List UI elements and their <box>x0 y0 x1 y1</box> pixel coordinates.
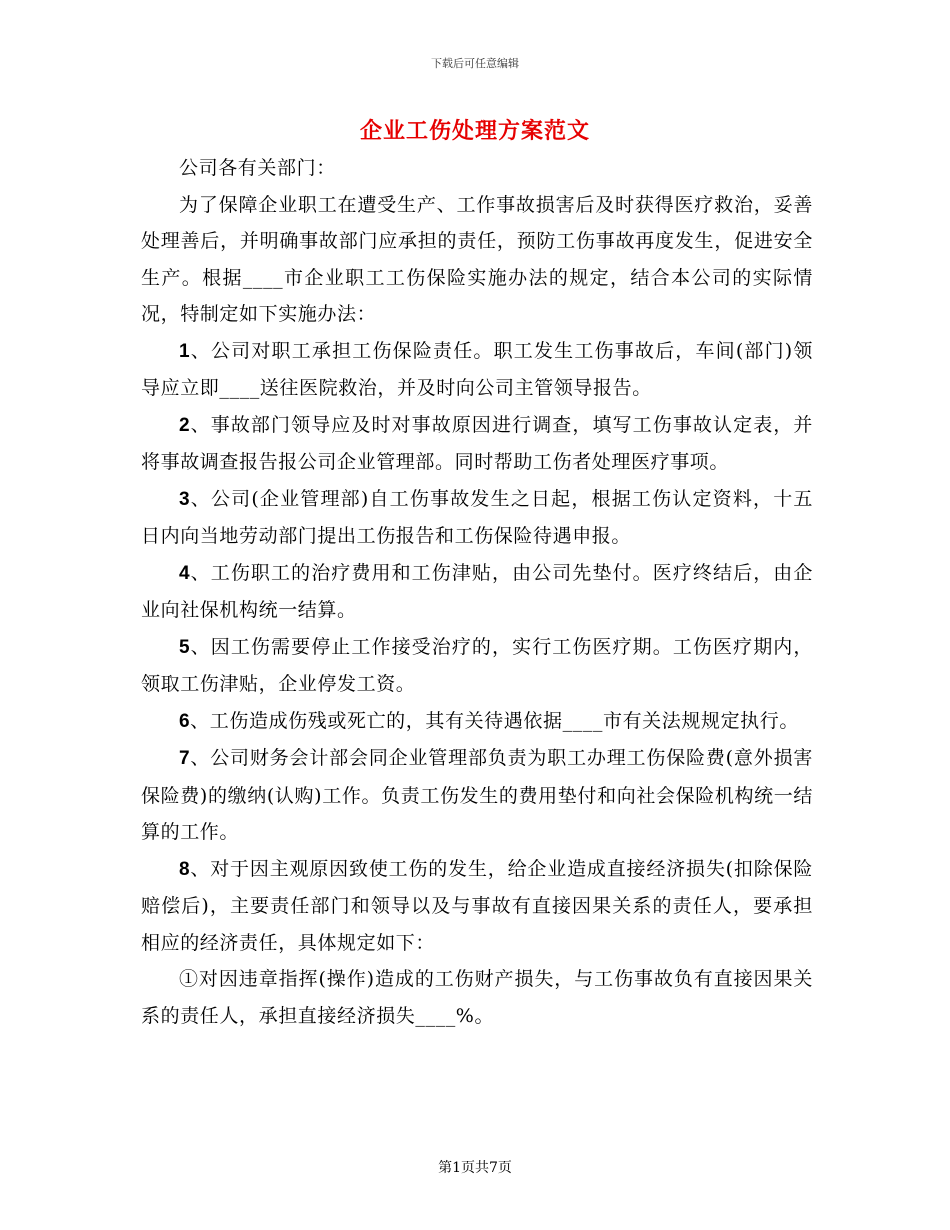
item-text: 、公司对职工承担工伤保险责任。职工发生工伤事故后，车间(部门)领导应立即____送往医院救治，并及时向公司主管领导报告。 <box>141 339 813 399</box>
item-text: 、工伤造成伤残或死亡的，其有关待遇依据____市有关法规规定执行。 <box>190 709 799 732</box>
intro-paragraph: 为了保障企业职工在遭受生产、工作事故损害后及时获得医疗救治，妥善处理善后，并明确事故部门应承担的责任，预防工伤事故再度发生，促进安全生产。根据____市企业职工工伤保险实施办法的规定，结合本公司的实际情况，特制定如下实施办法： <box>141 193 813 325</box>
item-number: 7 <box>179 748 191 769</box>
list-item-4 <box>141 555 813 629</box>
list-item-2 <box>141 407 813 481</box>
item-number: 6 <box>179 710 191 732</box>
page-number: 第1页共7页 <box>438 1160 512 1176</box>
list-item-5 <box>141 629 813 703</box>
list-item-8 <box>141 851 813 962</box>
salutation: 公司各有关部门： <box>179 157 336 179</box>
item-number: 2 <box>179 414 191 436</box>
item-number: 5 <box>179 636 191 658</box>
list-item-7 <box>141 740 813 851</box>
item-number: 8 <box>179 858 191 880</box>
list-item-3 <box>141 481 813 555</box>
item-text: 、对于因主观原因致使工伤的发生，给企业造成直接经济损失(扣除保险赔偿后)，主要责任部门和领导以及与事故有直接因果关系的责任人，要承担相应的经济责任，具体规定如下： <box>141 857 813 954</box>
item-text: 、工伤职工的治疗费用和工伤津贴，由公司先垫付。医疗终结后，由企业向社保机构统一结算。 <box>141 561 813 621</box>
list-item-6 <box>141 703 813 741</box>
header-note: 下载后可任意编辑 <box>431 57 519 70</box>
document-title: 企业工伤处理方案范文 <box>359 118 590 144</box>
item-text: 、公司(企业管理部)自工伤事故发生之日起，根据工伤认定资料，十五日内向当地劳动部门提出工伤报告和工伤保险待遇申报。 <box>141 487 813 547</box>
sub-item-1: ①对因违章指挥(操作)造成的工伤财产损失，与工伤事故负有直接因果关系的责任人，承担直接经济损失____%。 <box>141 968 813 1027</box>
item-text: 、因工伤需要停止工作接受治疗的，实行工伤医疗期。工伤医疗期内，领取工伤津贴，企业停发工资。 <box>141 635 813 695</box>
document-body <box>141 150 813 1034</box>
list-item-1 <box>141 333 813 407</box>
item-text: 、公司财务会计部会同企业管理部负责为职工办理工伤保险费(意外损害保险费)的缴纳(认购)工作。负责工伤发生的费用垫付和向社会保险机构统一结算的工作。 <box>141 747 813 843</box>
item-text: 、事故部门领导应及时对事故原因进行调查，填写工伤事故认定表，并将事故调查报告报公司企业管理部。同时帮助工伤者处理医疗事项。 <box>141 413 813 473</box>
item-number: 1 <box>179 340 191 362</box>
item-number: 4 <box>179 562 191 584</box>
item-number: 3 <box>179 488 191 510</box>
